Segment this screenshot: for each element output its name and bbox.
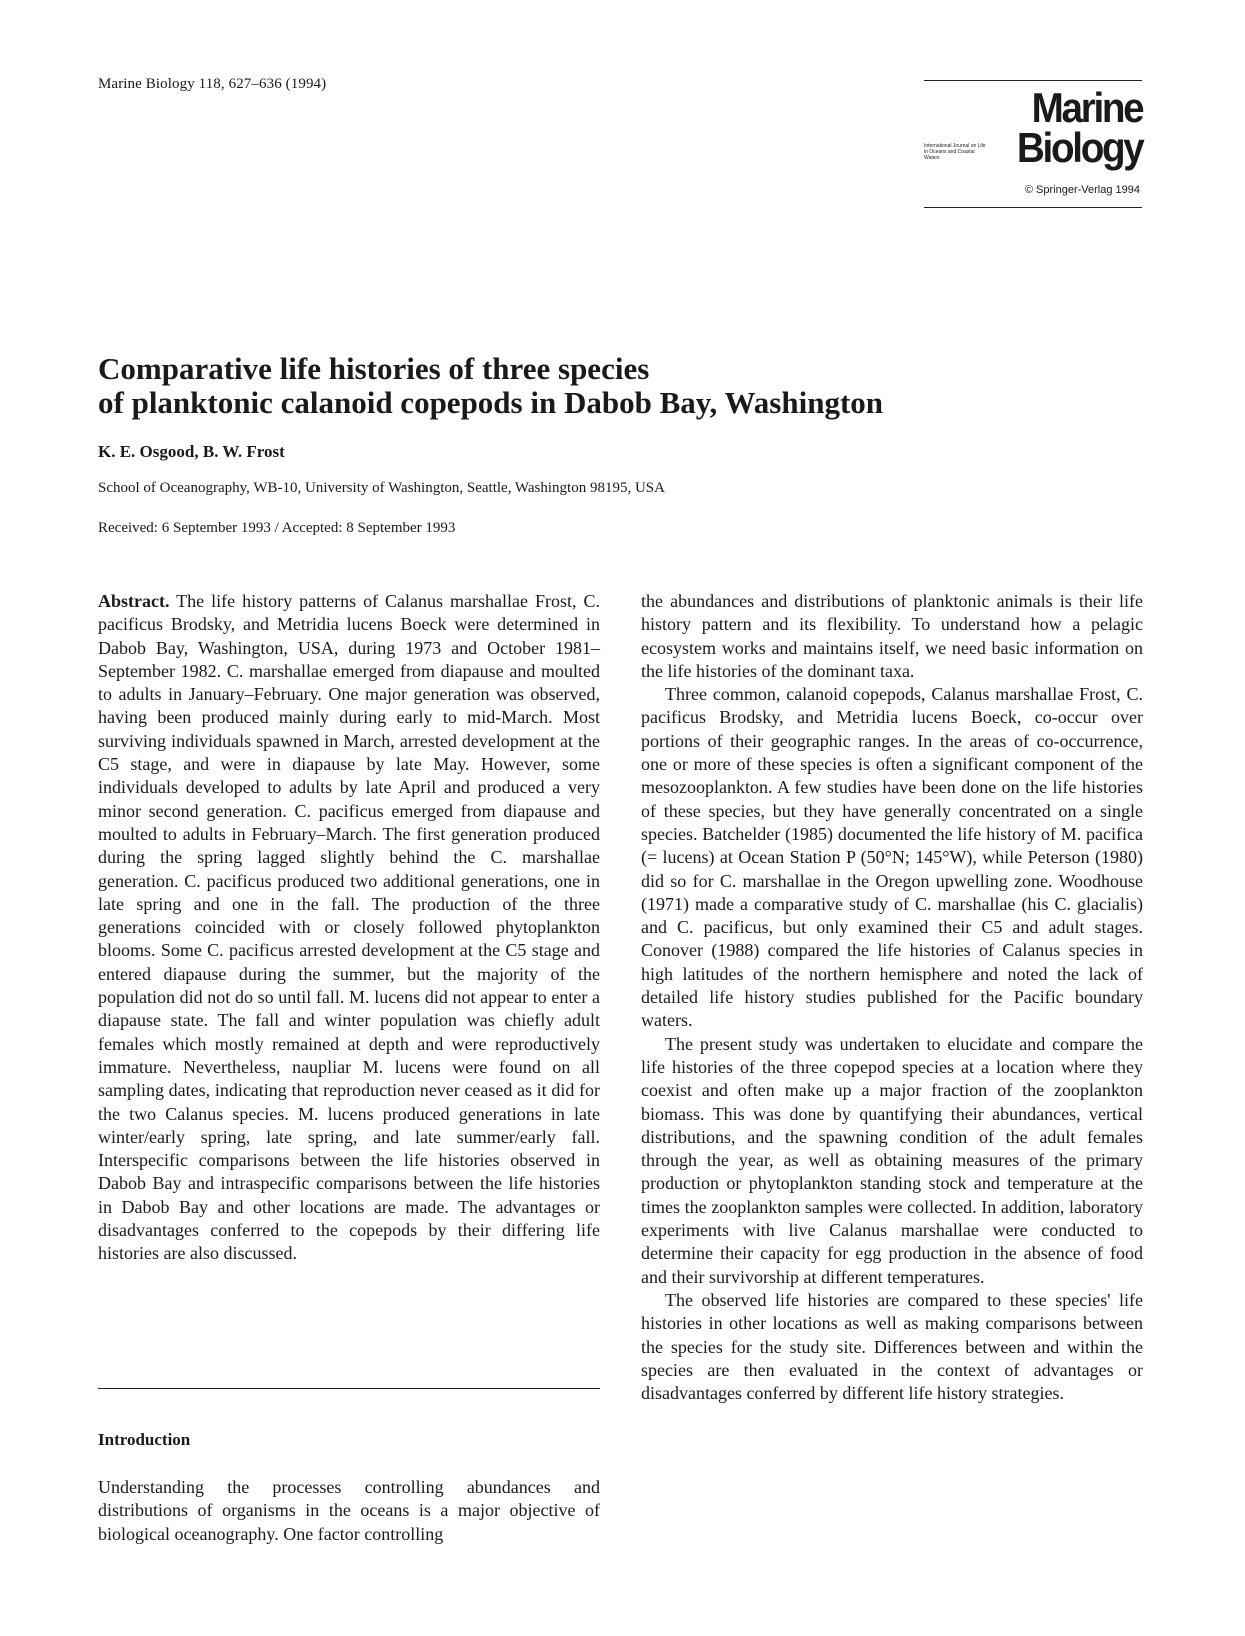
- publisher-copyright: © Springer-Verlag 1994: [1024, 184, 1140, 196]
- article-dates: Received: 6 September 1993 / Accepted: 8 September 1993: [98, 520, 456, 536]
- abstract-section: [98, 590, 600, 1266]
- section-divider: [98, 1388, 600, 1389]
- logo-tagline: International Journal on Life in Oceans and Coastal Waters: [924, 143, 986, 161]
- introduction-paragraph-4: The observed life histories are compared to these species' life histories in other locations as well as making comparisons between the species for the study site. Differences between and within the species are then evaluated in the context of advantages or disadvantages conferred by different life history strategies.: [641, 1289, 1143, 1404]
- logo-word-biology: Biology: [1016, 124, 1142, 171]
- article-title-line-1: Comparative life histories of three species: [98, 351, 650, 386]
- logo-top-rule: [924, 80, 1142, 81]
- introduction-paragraph-2: Three common, calanoid copepods, Calanus marshallae Frost, C. pacificus Brodsky, and Metridia lucens Boeck, co-occur over portions of their geographic ranges. In the areas of co-occurrence, one or more of these species is often a significant component of the mesozooplankton. A few studies have been done on the life histories of these species, but they have generally concentrated on a single species. Batchelder (1985) documented the life history of M. pacifica (= lucens) at Ocean Station P (50°N; 145°W), while Peterson (1980) did so for C. marshallae in the Oregon upwelling zone. Woodhouse (1971) made a comparative study of C. marshallae (his C. glacialis) and C. pacificus, but only examined their C5 and adult stages. Conover (1988) compared the life histories of Calanus species in high latitudes of the northern hemisphere and noted the lack of detailed life history studies published for the Pacific boundary waters.: [641, 684, 1143, 1031]
- logo-bottom-rule: [924, 207, 1142, 208]
- introduction-paragraph-1: Understanding the processes controlling abundances and distributions of organisms in the oceans is a major objective of biological oceanography. One factor controlling: [98, 1477, 600, 1544]
- abstract-paragraph: [98, 590, 600, 1266]
- article-title-line-2: of planktonic calanoid copepods in Dabob Bay, Washington: [98, 385, 884, 420]
- logo-word-marine: Marine: [1031, 84, 1142, 131]
- introduction-heading: Introduction: [98, 1430, 191, 1449]
- introduction-paragraph-3: The present study was undertaken to elucidate and compare the life histories of the three copepod species at a location where they coexist and often make up a major fraction of the zooplankton biomass. This was done by quantifying their abundances, vertical distributions, and the spawning condition of the adult females through the year, as well as obtaining measures of the primary production or phytoplankton standing stock and temperature at the times the zooplankton samples were collected. In addition, laboratory experiments with live Calanus marshallae were conducted to determine their capacity for egg production in the absence of food and their survivorship at different temperatures.: [641, 1033, 1143, 1287]
- abstract-text: The life history patterns of Calanus marshallae Frost, C. pacificus Brodsky, and Metridia lucens Boeck were determined in Dabob Bay, Washington, USA, during 1973 and October 1981–September 1982. C. marshallae emerged from diapause and moulted to adults in January–February. One major generation was observed, having been produced mainly during early to mid-March. Most surviving individuals spawned in March, arrested development at the C5 stage, and were in diapause by late May. However, some individuals developed to adults by late April and produced a very minor second generation. C. pacificus emerged from diapause and moulted to adults in February–March. The first generation produced during the spring lagged slightly behind the C. marshallae generation. C. pacificus produced two additional generations, one in late spring and one in the fall. The production of the three generations coincided with or closely followed phytoplankton blooms. Some C. pacificus arrested development at the C5 stage and entered diapause during the summer, but the majority of the population did not do so until fall. M. lucens did not appear to enter a diapause state. The fall and winter population was chiefly adult females which mostly remained at depth and were reproductively immature. Nevertheless, naupliar M. lucens were found on all sampling dates, indicating that reproduction never ceased as it did for the two Calanus species. M. lucens produced generations in late winter/early spring, late spring, and late summer/early fall. Interspecific comparisons between the life histories observed in Dabob Bay and intraspecific comparisons between the life histories in Dabob Bay and other locations are made. The advantages or disadvantages conferred to the copepods by their differing life histories are also discussed.: [98, 591, 600, 1264]
- introduction-paragraph-1-continued: the abundances and distributions of planktonic animals is their life history pattern and its flexibility. To understand how a pelagic ecosystem works and maintains itself, we need basic information on the life histories of the dominant taxa.: [641, 591, 1143, 681]
- right-column: [641, 590, 1143, 1405]
- journal-logo: [924, 80, 1142, 208]
- article-authors: K. E. Osgood, B. W. Frost: [98, 442, 285, 461]
- author-affiliation: School of Oceanography, WB-10, University of Washington, Seattle, Washington 98195, USA: [98, 480, 665, 496]
- journal-citation: Marine Biology 118, 627–636 (1994): [98, 76, 327, 92]
- abstract-heading: Abstract.: [98, 591, 170, 611]
- article-title: [98, 352, 883, 420]
